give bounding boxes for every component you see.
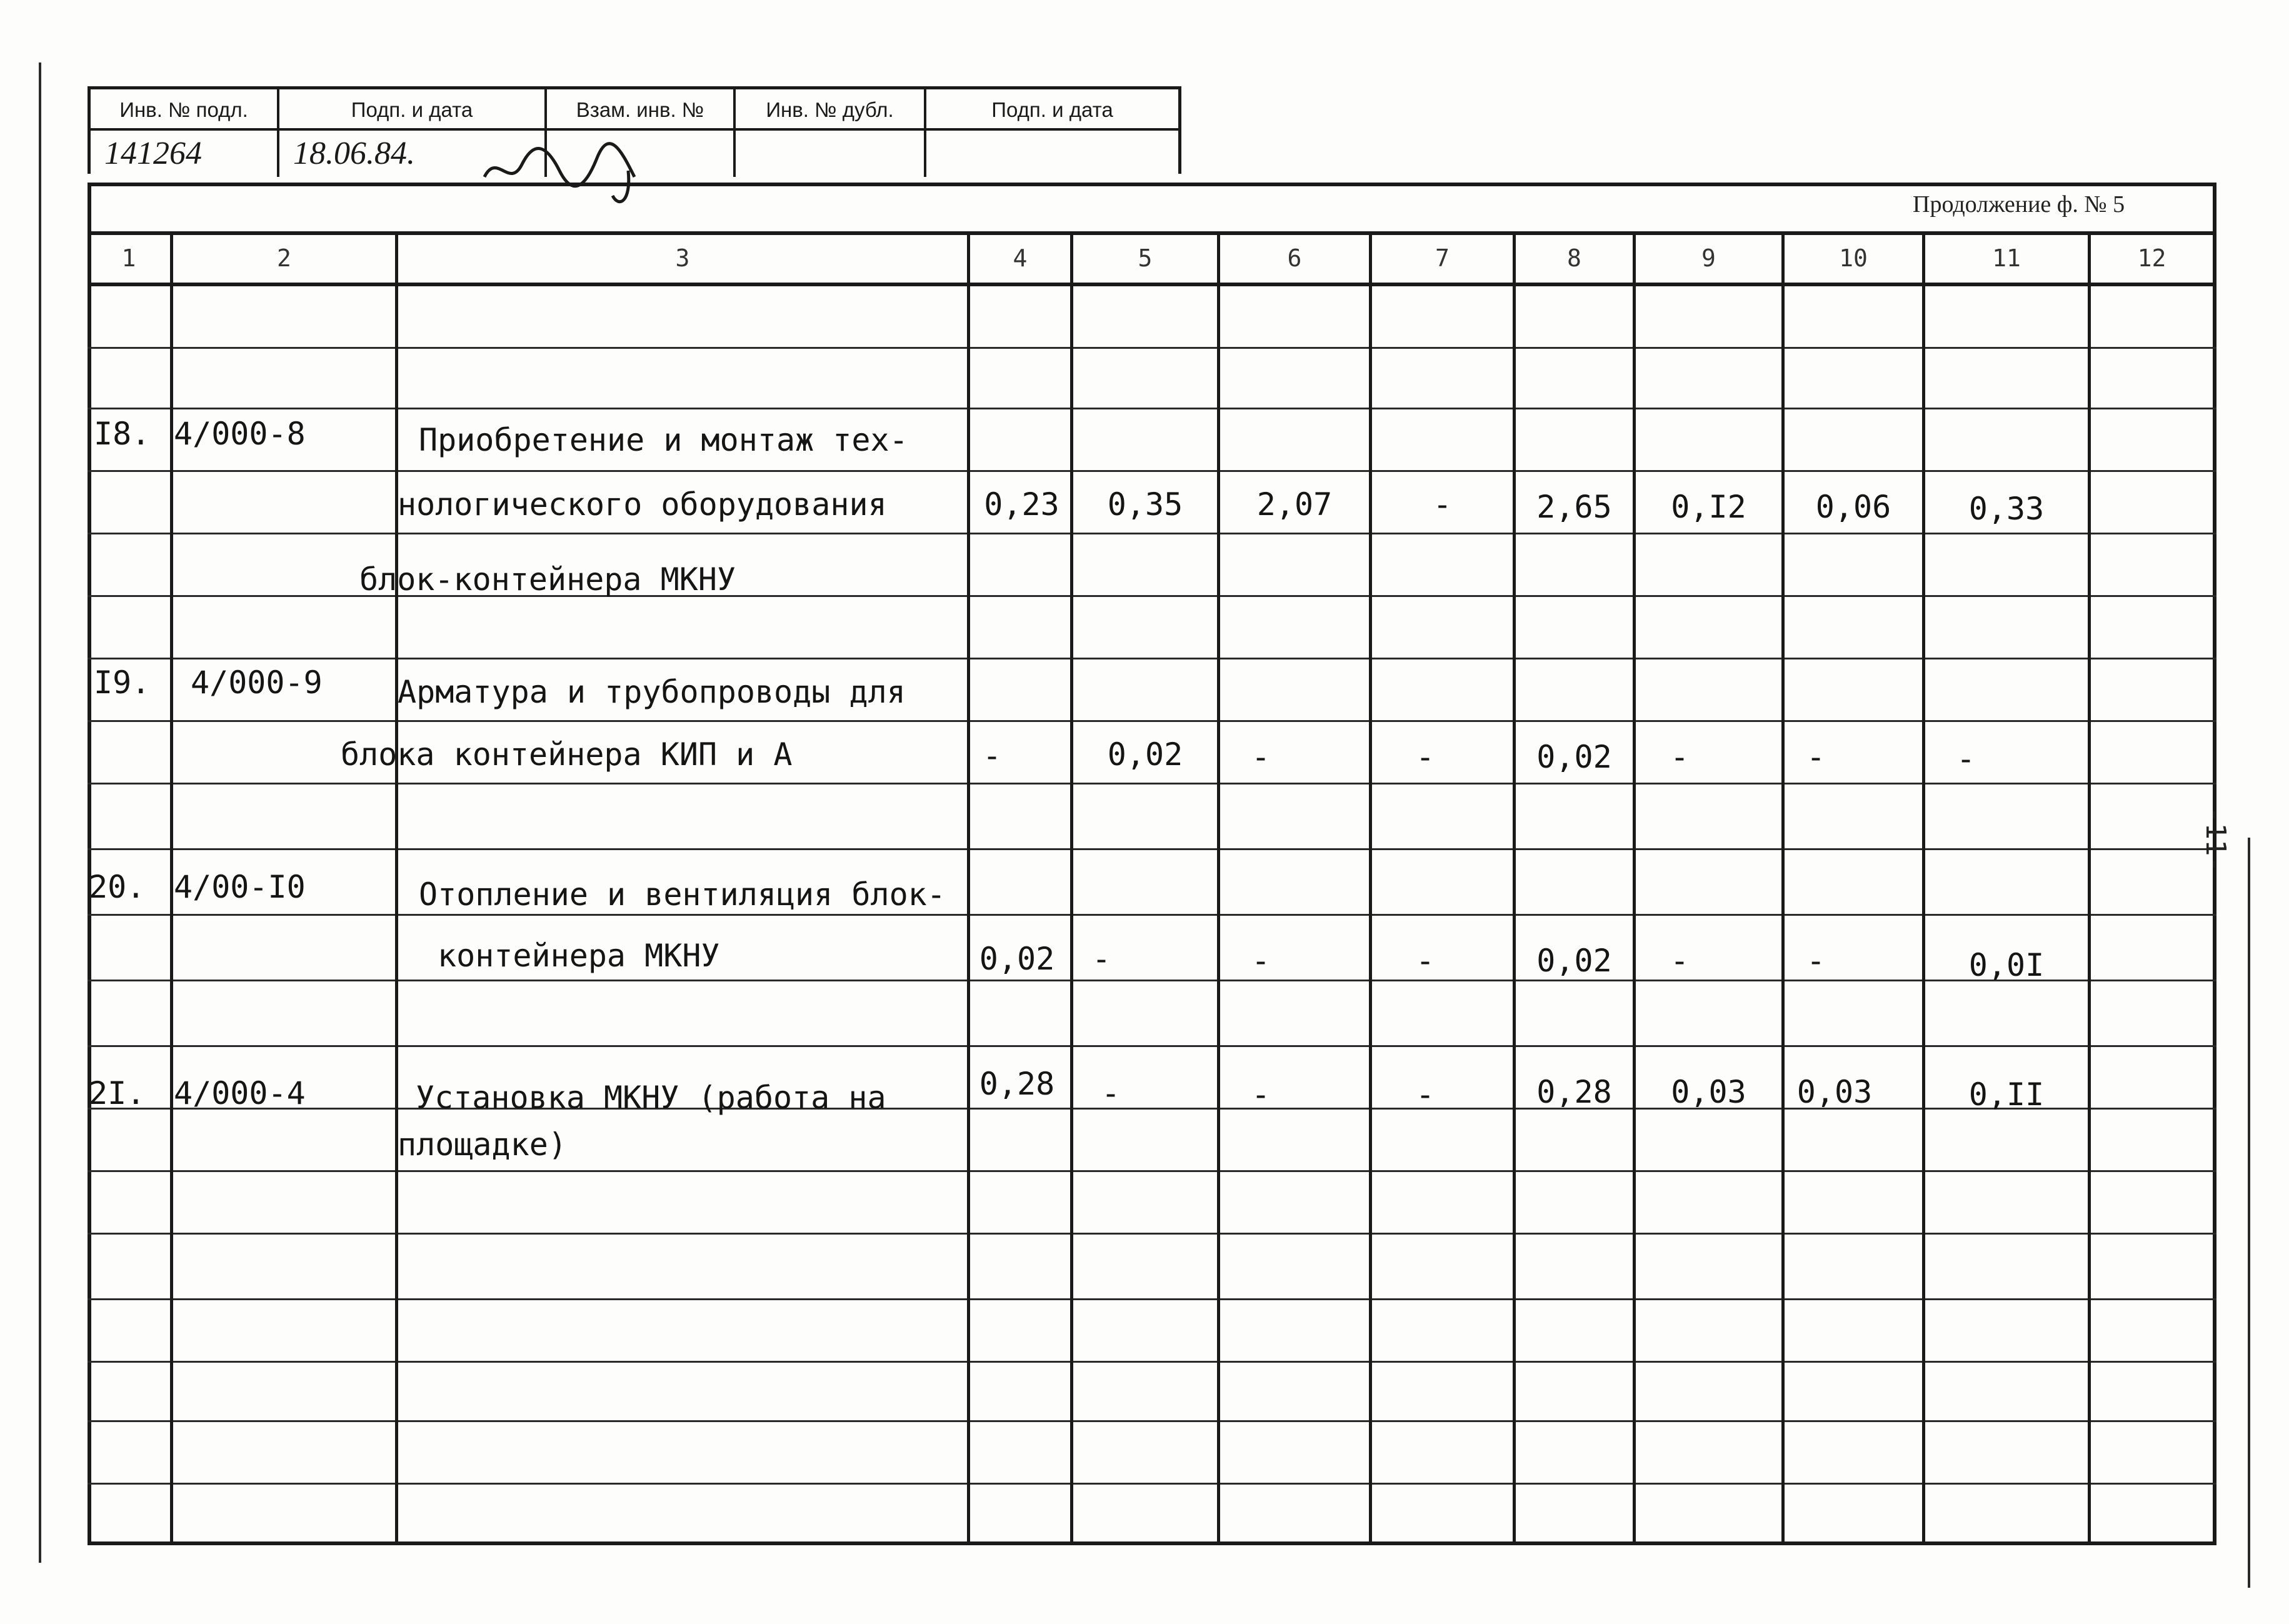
row-line [88, 980, 2216, 981]
table-frame [88, 183, 2216, 1545]
column-header-7: 7 [1435, 244, 1450, 272]
row-20-col-9: - [1670, 943, 1690, 979]
row-line [88, 347, 2216, 349]
row-21-number: 2I. [89, 1075, 146, 1111]
row-line [88, 1045, 2216, 1047]
row-20-desc-line-1: Отопление и вентиляция блок- [419, 876, 946, 913]
row-line [88, 848, 2216, 850]
stamp-header-vzam-inv: Взам. инв. № [547, 89, 736, 131]
row-line [88, 658, 2216, 659]
row-line [88, 1483, 2216, 1485]
row-19-desc-line-2: блока контейнера КИП и А [341, 736, 793, 773]
column-divider [1633, 231, 1636, 1545]
header-bottom-line [88, 283, 2216, 286]
row-20-col-7: - [1415, 943, 1435, 979]
row-21-col-10: 0,03 [1796, 1074, 1873, 1110]
row-21-col-6: - [1251, 1076, 1271, 1113]
row-21-col-5: - [1101, 1075, 1121, 1111]
row-21-col-4: 0,28 [979, 1066, 1055, 1102]
column-divider [170, 231, 173, 1545]
row-line [88, 408, 2216, 409]
row-18-col-6: 2,07 [1256, 486, 1333, 523]
column-divider [1070, 231, 1073, 1545]
row-19-col-8: 0,02 [1536, 739, 1612, 775]
column-divider [1781, 231, 1785, 1545]
continuation-label: Продолжение ф. № 5 [1913, 191, 2125, 218]
row-18-number: I8. [94, 416, 151, 452]
row-19-col-7: - [1415, 739, 1435, 775]
column-divider [2088, 231, 2091, 1545]
header-top-line [88, 231, 2216, 235]
row-20-code: 4/00-I0 [174, 869, 306, 905]
column-divider [1217, 231, 1220, 1545]
row-19-number: I9. [94, 664, 151, 701]
row-line [88, 720, 2216, 722]
row-18-col-5: 0,35 [1107, 486, 1183, 523]
left-margin-line [39, 63, 41, 1563]
right-margin-line [2248, 838, 2250, 1588]
column-header-11: 11 [1992, 244, 2021, 272]
column-header-1: 1 [121, 244, 136, 272]
stamp-header-inv-dubl: Инв. № дубл. [736, 89, 926, 131]
column-divider [395, 231, 398, 1545]
row-line [88, 783, 2216, 784]
row-19-col-4: - [982, 738, 1002, 774]
row-20-col-8: 0,02 [1536, 943, 1612, 979]
row-21-desc-line-2: площадке) [398, 1126, 567, 1163]
row-line [88, 1361, 2216, 1363]
column-header-8: 8 [1567, 244, 1581, 272]
row-20-desc-line-2: контейнера МКНУ [438, 938, 720, 974]
column-header-2: 2 [277, 244, 291, 272]
column-header-12: 12 [2137, 244, 2166, 272]
row-18-desc-line-1: Приобретение и монтаж тех- [419, 422, 908, 458]
row-18-col-4: 0,23 [984, 486, 1059, 523]
row-18-col-9: 0,I2 [1671, 489, 1746, 525]
column-divider [1922, 231, 1925, 1545]
row-19-col-11: - [1956, 741, 1976, 777]
stamp-value-podp-data: 18.06.84. [279, 131, 547, 177]
row-line [88, 1420, 2216, 1422]
row-20-col-6: - [1251, 943, 1271, 979]
row-line [88, 533, 2216, 534]
column-divider [1513, 231, 1516, 1545]
page-number-mark: -11- [2200, 806, 2231, 873]
row-line [88, 1108, 2216, 1110]
row-20-col-10: - [1806, 943, 1826, 979]
row-20-col-11: 0,0I [1968, 947, 2045, 983]
row-18-code: 4/000-8 [174, 416, 306, 452]
stamp-header-podp-data: Подп. и дата [279, 89, 547, 131]
row-line [88, 914, 2216, 916]
row-18-desc-line-2: нологического оборудования [398, 486, 887, 523]
stamp-value-podp-data-2 [926, 131, 1178, 177]
row-21-desc-line-1: Установка МКНУ (работа на [416, 1080, 886, 1116]
row-19-col-10: - [1806, 739, 1826, 775]
stamp-value-inv-podl: 141264 [91, 131, 279, 177]
row-line [88, 1233, 2216, 1235]
row-line [88, 1170, 2216, 1172]
row-20-col-4: 0,02 [979, 941, 1055, 977]
column-divider [967, 231, 970, 1545]
row-18-col-10: 0,06 [1815, 489, 1891, 525]
row-19-col-9: - [1670, 739, 1690, 775]
row-18-desc-line-3: блок-контейнера МКНУ [359, 561, 736, 598]
row-18-col-8: 2,65 [1536, 489, 1612, 525]
row-19-code: 4/000-9 [191, 664, 323, 701]
stamp-header-podp-data-2: Подп. и дата [926, 89, 1178, 131]
column-header-3: 3 [675, 244, 690, 272]
row-21-col-8: 0,28 [1536, 1074, 1612, 1110]
column-header-9: 9 [1701, 244, 1716, 272]
row-20-number: 20. [89, 869, 146, 905]
row-20-col-5: - [1091, 941, 1111, 977]
row-21-col-11: 0,II [1968, 1076, 2045, 1113]
column-header-6: 6 [1287, 244, 1302, 272]
row-line [88, 1298, 2216, 1300]
row-19-desc-line-1: Арматура и трубопроводы для [398, 674, 906, 710]
row-line [88, 470, 2216, 472]
row-18-col-11: 0,33 [1968, 491, 2045, 527]
row-19-col-5: 0,02 [1107, 736, 1183, 773]
column-header-10: 10 [1839, 244, 1868, 272]
stamp-value-inv-dubl [736, 131, 926, 177]
column-header-4: 4 [1013, 244, 1028, 272]
row-21-col-7: - [1415, 1076, 1435, 1113]
approval-stamp-block [88, 86, 1181, 174]
row-19-col-6: - [1251, 739, 1271, 775]
row-18-col-7: - [1433, 486, 1452, 523]
stamp-header-inv-podl: Инв. № подл. [91, 89, 279, 131]
row-21-code: 4/000-4 [174, 1075, 306, 1111]
column-divider [1369, 231, 1372, 1545]
column-header-5: 5 [1138, 244, 1153, 272]
row-21-col-9: 0,03 [1671, 1074, 1746, 1110]
